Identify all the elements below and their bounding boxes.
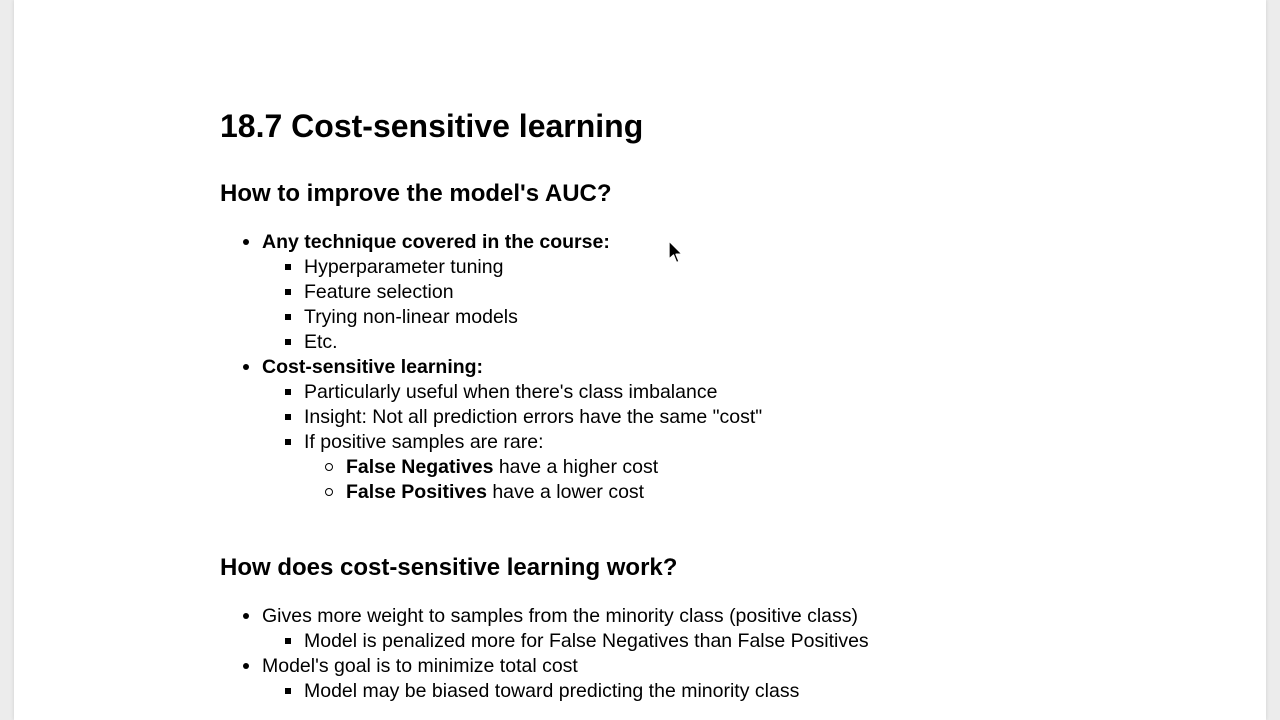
document-page: [14, 0, 1266, 720]
list-item-label: Model's goal is to minimize total cost: [262, 655, 578, 677]
list-how-it-works: [220, 604, 869, 704]
section-heading-how-it-works: How does cost-sensitive learning work?: [220, 554, 678, 581]
list-auc: [220, 230, 762, 505]
sub-list-item: Particularly useful when there's class imbalance: [262, 380, 762, 405]
term: False Negatives: [346, 456, 494, 478]
sub-sub-list-item: [304, 455, 762, 480]
sub-list-item: Hyperparameter tuning: [262, 255, 762, 280]
term-description: have a lower cost: [486, 481, 645, 503]
list-item: [220, 355, 762, 505]
term-description: have a higher cost: [493, 456, 659, 478]
page-title: 18.7 Cost-sensitive learning: [220, 108, 644, 144]
sub-list-item: Model is penalized more for False Negatives than False Positives: [262, 629, 869, 654]
sub-list-item: Feature selection: [262, 280, 762, 305]
list-item: [220, 654, 869, 704]
sub-list-item: Etc.: [262, 330, 762, 355]
sub-list-item: Trying non-linear models: [262, 305, 762, 330]
list-item-label: Any technique covered in the course:: [262, 231, 610, 253]
list-item: [220, 604, 869, 654]
sub-list-item: Insight: Not all prediction errors have the same "cost": [262, 405, 762, 430]
sub-sub-list-item: [304, 480, 762, 505]
section-heading-auc: How to improve the model's AUC?: [220, 180, 612, 207]
sub-list-item: [262, 430, 762, 505]
term: False Positives: [346, 481, 487, 503]
list-item-label: Cost-sensitive learning:: [262, 356, 484, 378]
sub-list-item: Model may be biased toward predicting the minority class: [262, 679, 869, 704]
mouse-pointer-icon: [668, 240, 684, 266]
list-item-label: Gives more weight to samples from the minority class (positive class): [262, 605, 859, 627]
sub-list-item-label: If positive samples are rare:: [304, 431, 544, 453]
